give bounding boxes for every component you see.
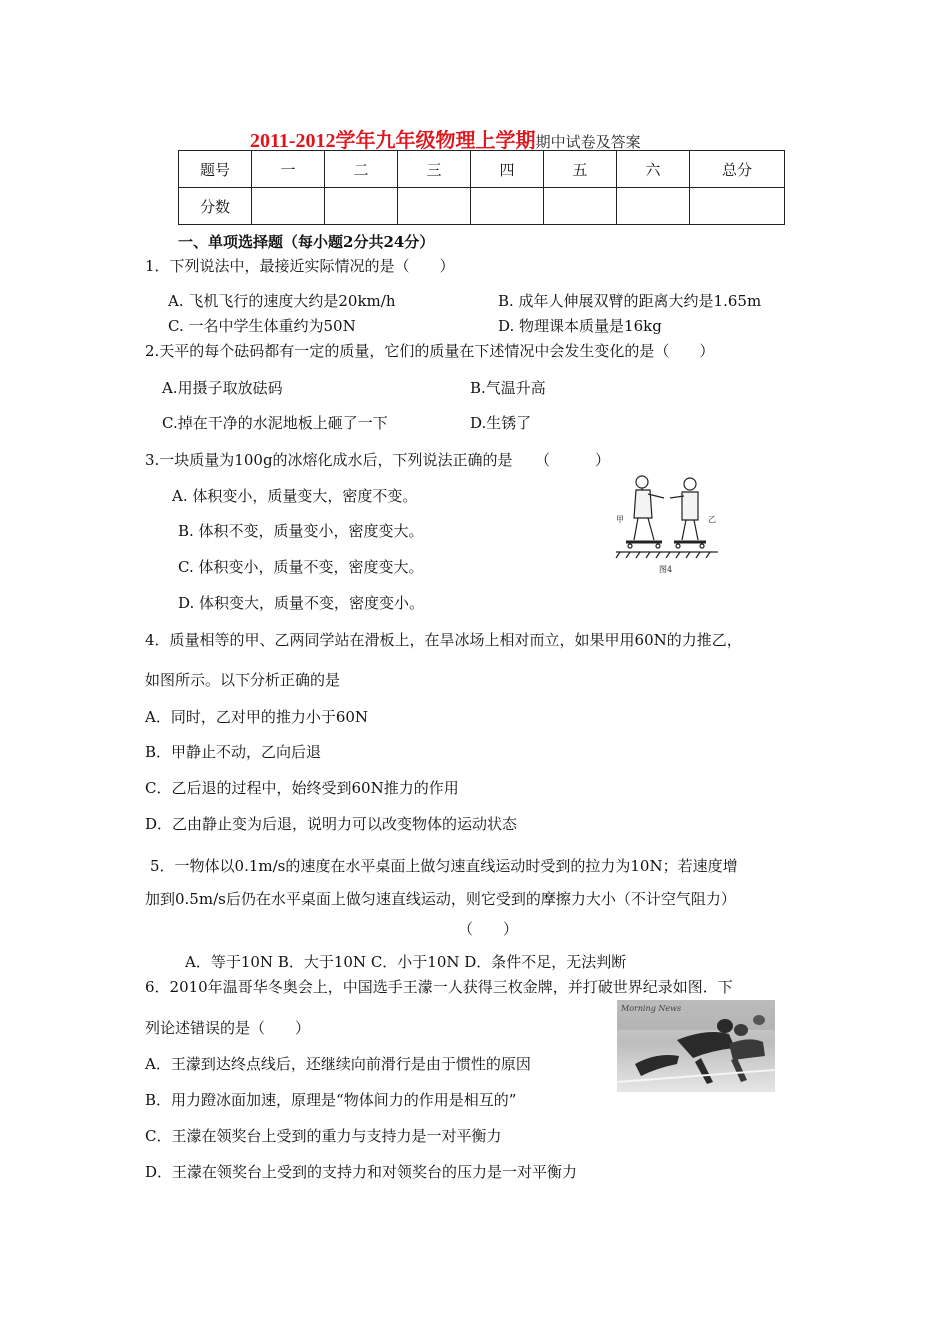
question-5-stem-line1: 5．一物体以0.1m/s的速度在水平桌面上做匀速直线运动时受到的拉力为10N；若速度增	[150, 857, 738, 875]
question-4-option-d: D．乙由静止变为后退，说明力可以改变物体的运动状态	[145, 815, 518, 833]
table-cell: 三	[398, 151, 471, 188]
section-heading: 一、单项选择题（每小题2分共24分）	[178, 233, 435, 251]
question-1-option-c: C. 一名中学生体重约为50N	[168, 317, 356, 335]
score-table	[178, 150, 785, 225]
fig4-label-right: 乙	[708, 515, 716, 524]
question-3-option-d: D. 体积变大，质量不变，密度变小。	[178, 594, 425, 612]
question-4-option-c: C．乙后退的过程中，始终受到60N推力的作用	[145, 779, 459, 797]
question-6-option-c: C．王濛在领奖台上受到的重力与支持力是一对平衡力	[145, 1127, 502, 1145]
table-cell: 一	[252, 151, 325, 188]
score-table-header-row	[179, 151, 785, 188]
title-black: 期中试卷及答案	[535, 133, 641, 151]
question-2-option-c: C.掉在干净的水泥地板上砸了一下	[162, 414, 388, 432]
question-4-stem-line2: 如图所示。以下分析正确的是	[145, 671, 341, 689]
table-cell: 六	[617, 151, 690, 188]
score-input-cell[interactable]	[252, 188, 325, 225]
question-2-option-a: A.用摄子取放砝码	[162, 379, 283, 397]
question-3-stem: 3.一块质量为100g的冰熔化成水后，下列说法正确的是 （ ）	[145, 451, 611, 469]
question-2-option-d: D.生锈了	[470, 414, 532, 432]
question-1-option-b: B. 成年人伸展双臂的距离大约是1.65m	[498, 292, 762, 310]
title-red: 2011-2012学年九年级物理上学期	[250, 130, 536, 152]
table-cell: 总分	[690, 151, 785, 188]
figure-4-skaters	[612, 468, 722, 578]
score-table-score-row	[179, 188, 785, 225]
question-6-option-d: D．王濛在领奖台上受到的支持力和对领奖台的压力是一对平衡力	[145, 1163, 578, 1181]
question-5-stem-line2: 加到0.5m/s后仍在水平桌面上做匀速直线运动，则它受到的摩擦力大小（不计空气阻力）	[145, 890, 736, 908]
speed-skating-photo	[617, 1000, 775, 1092]
table-cell: 题号	[179, 151, 252, 188]
score-input-cell[interactable]	[690, 188, 785, 225]
question-6-option-b: B．用力蹬冰面加速，原理是“物体间力的作用是相互的”	[145, 1091, 517, 1109]
table-cell: 二	[325, 151, 398, 188]
question-3-option-a: A. 体积变小，质量变大，密度不变。	[172, 487, 418, 505]
question-5-answer-paren: （ ）	[458, 920, 519, 938]
question-1-stem: 1．下列说法中，最接近实际情况的是（ ）	[145, 257, 455, 275]
page-title	[250, 124, 641, 153]
fig4-caption: 图4	[659, 565, 673, 574]
table-cell: 五	[544, 151, 617, 188]
question-6-option-a: A．王濛到达终点线后，还继续向前滑行是由于惯性的原因	[145, 1055, 531, 1073]
table-cell: 四	[471, 151, 544, 188]
question-2-stem: 2.天平的每个砝码都有一定的质量，它们的质量在下述情况中会发生变化的是（ ）	[145, 342, 715, 360]
question-1-option-d: D. 物理课本质量是16kg	[498, 317, 662, 335]
score-input-cell[interactable]	[471, 188, 544, 225]
question-6-stem-line1: 6．2010年温哥华冬奥会上，中国选手王濛一人获得三枚金牌，并打破世界纪录如图．下	[145, 978, 733, 996]
question-3-option-b: B. 体积不变，质量变小，密度变大。	[178, 522, 424, 540]
question-3-option-c: C. 体积变小，质量不变，密度变大。	[178, 558, 424, 576]
score-input-cell[interactable]	[544, 188, 617, 225]
question-2-option-b: B.气温升高	[470, 379, 546, 397]
fig4-label-left: 甲	[616, 515, 624, 524]
question-6-stem-line2: 列论述错误的是（ ）	[145, 1019, 311, 1037]
question-5-options: A．等于10N B．大于10N C．小于10N D．条件不足，无法判断	[185, 953, 627, 971]
score-input-cell[interactable]	[325, 188, 398, 225]
photo-watermark: Morning News	[621, 1004, 682, 1013]
table-cell: 分数	[179, 188, 252, 225]
question-4-option-a: A．同时，乙对甲的推力小于60N	[145, 708, 369, 726]
question-4-option-b: B．甲静止不动，乙向后退	[145, 743, 322, 761]
question-4-stem-line1: 4．质量相等的甲、乙两同学站在滑板上，在旱冰场上相对而立，如果甲用60N的力推乙，	[145, 631, 742, 649]
question-1-option-a: A. 飞机飞行的速度大约是20km/h	[168, 292, 396, 310]
score-input-cell[interactable]	[398, 188, 471, 225]
score-input-cell[interactable]	[617, 188, 690, 225]
